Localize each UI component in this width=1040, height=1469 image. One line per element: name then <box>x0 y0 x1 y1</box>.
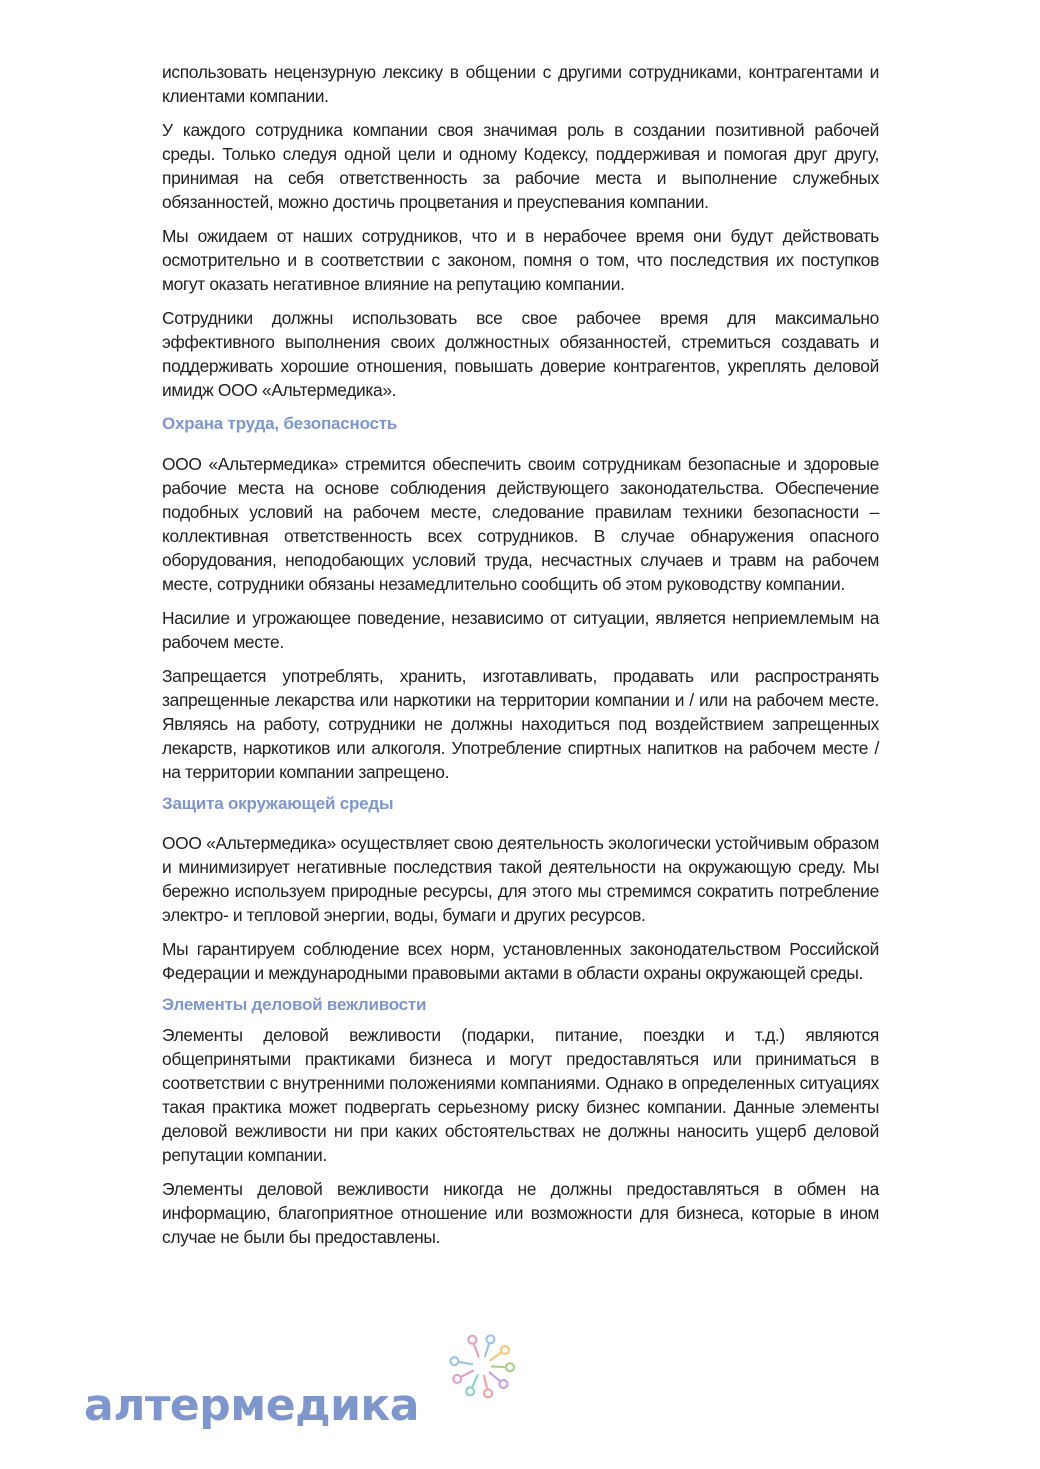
section-heading-safety: Охрана труда, безопасность <box>162 414 398 433</box>
logo-petal-stem <box>485 1343 489 1356</box>
paragraph-environment-1: ООО «Альтермедика» осуществляет свою деятельность экологически устойчивым образом и минимизирует негативные последствия такой деятельности на окружающую среду. Мы бережно используем природные ресурсы, для этого мы стремимся сократить потребление электро- и тепловой энергии, воды, бумаги и других ресурсов. <box>162 833 879 925</box>
logo-petal-stem <box>472 1375 478 1388</box>
logo-petal-stem <box>484 1376 487 1390</box>
logo-petal-loop <box>468 1336 476 1344</box>
section-heading-courtesy: Элементы деловой вежливости <box>162 995 427 1014</box>
pinwheel-logo-icon <box>446 1330 518 1402</box>
paragraph-intro-1: использовать нецензурную лексику в общении с другими сотрудниками, контрагентами и клиентами компании. <box>162 62 879 106</box>
logo-petal-stem <box>490 1372 501 1381</box>
company-logo <box>84 1330 524 1450</box>
paragraph-intro-4: Сотрудники должны использовать все свое рабочее время для максимально эффективного выполнения своих должностных обязанностей, стремиться создавать и поддерживать хорошие отношения, повышать доверие контрагентов, укреплять деловой имидж ООО «Альтермедика». <box>162 308 879 400</box>
paragraph-safety-1: ООО «Альтермедика» стремится обеспечить своим сотрудникам безопасные и здоровые рабочие места на основе соблюдения действующего законодательства. Обеспечение подобных условий на рабочем месте, следование правилам техники безопасности – коллективная ответственность всех сотрудников. В случае обнаружения опасного оборудования, неподобающих условий труда, несчастных случаев и травм на рабочем месте, сотрудники обязаны незамедлительно сообщить об этом руководству компании. <box>162 454 879 594</box>
logo-petal-loop <box>486 1335 494 1343</box>
logo-wordmark: алтермедика <box>84 1380 419 1431</box>
paragraph-intro-3: Мы ожидаем от наших сотрудников, что и в нерабочее время они будут действовать осмотрительно и в соответствии с законом, помня о том, что последствия их поступков могут оказать негативное влияние на репутацию компании. <box>162 226 879 294</box>
logo-petal-loop <box>450 1357 458 1365</box>
logo-petal-stem <box>490 1352 501 1360</box>
document-body <box>162 60 879 1259</box>
logo-petal-loop <box>484 1389 492 1397</box>
logo-petal-stem <box>474 1343 479 1356</box>
paragraph-environment-2: Мы гарантируем соблюдение всех норм, установленных законодательством Российской Федерации и международными правовыми актами в области охраны окружающей среды. <box>162 939 879 983</box>
paragraph-courtesy-1: Элементы деловой вежливости (подарки, питание, поездки и т.д.) являются общепринятыми практиками бизнеса и могут предоставляться или приниматься в соответствии с внутренними положениями компаниями. Однако в определенных ситуациях такая практика может подвергать серьезному риску бизнес компании. Данные элементы деловой вежливости ни при каких обстоятельствах не должны наносить ущерб деловой репутации компании. <box>162 1025 879 1165</box>
paragraph-intro-2: У каждого сотрудника компании своя значимая роль в создании позитивной рабочей среды. Только следуя одной цели и одному Кодексу, поддерживая и помогая друг другу, принимая на себя ответственность за рабочие места и выполнение служебных обязанностей, можно достичь процветания и преуспевания компании. <box>162 120 879 212</box>
logo-petal-loop <box>466 1387 474 1395</box>
logo-petal-stem <box>461 1371 473 1377</box>
logo-petal-loop <box>453 1375 461 1383</box>
paragraph-courtesy-2: Элементы деловой вежливости никогда не должны предоставляться в обмен на информацию, благоприятное отношение или возможности для бизнеса, которые в ином случае не были бы предоставлены. <box>162 1179 879 1247</box>
section-heading-environment: Защита окружающей среды <box>162 794 394 813</box>
logo-petal-loop <box>506 1363 514 1371</box>
paragraph-safety-2: Насилие и угрожающее поведение, независимо от ситуации, является неприемлемым на рабочем месте. <box>162 608 879 652</box>
paragraph-safety-3: Запрещается употреблять, хранить, изготавливать, продавать или распространять запрещенные лекарства или наркотики на территории компании и / или на рабочем месте. Являясь на работу, сотрудники не должны находиться под воздействием запрещенных лекарств, наркотиков или алкоголя. Употребление спиртных напитков на рабочем месте / на территории компании запрещено. <box>162 666 879 782</box>
logo-petal-loop <box>501 1346 509 1354</box>
logo-petal-loop <box>499 1380 507 1388</box>
logo-petal-stem <box>492 1366 506 1367</box>
logo-petal-stem <box>458 1362 472 1364</box>
